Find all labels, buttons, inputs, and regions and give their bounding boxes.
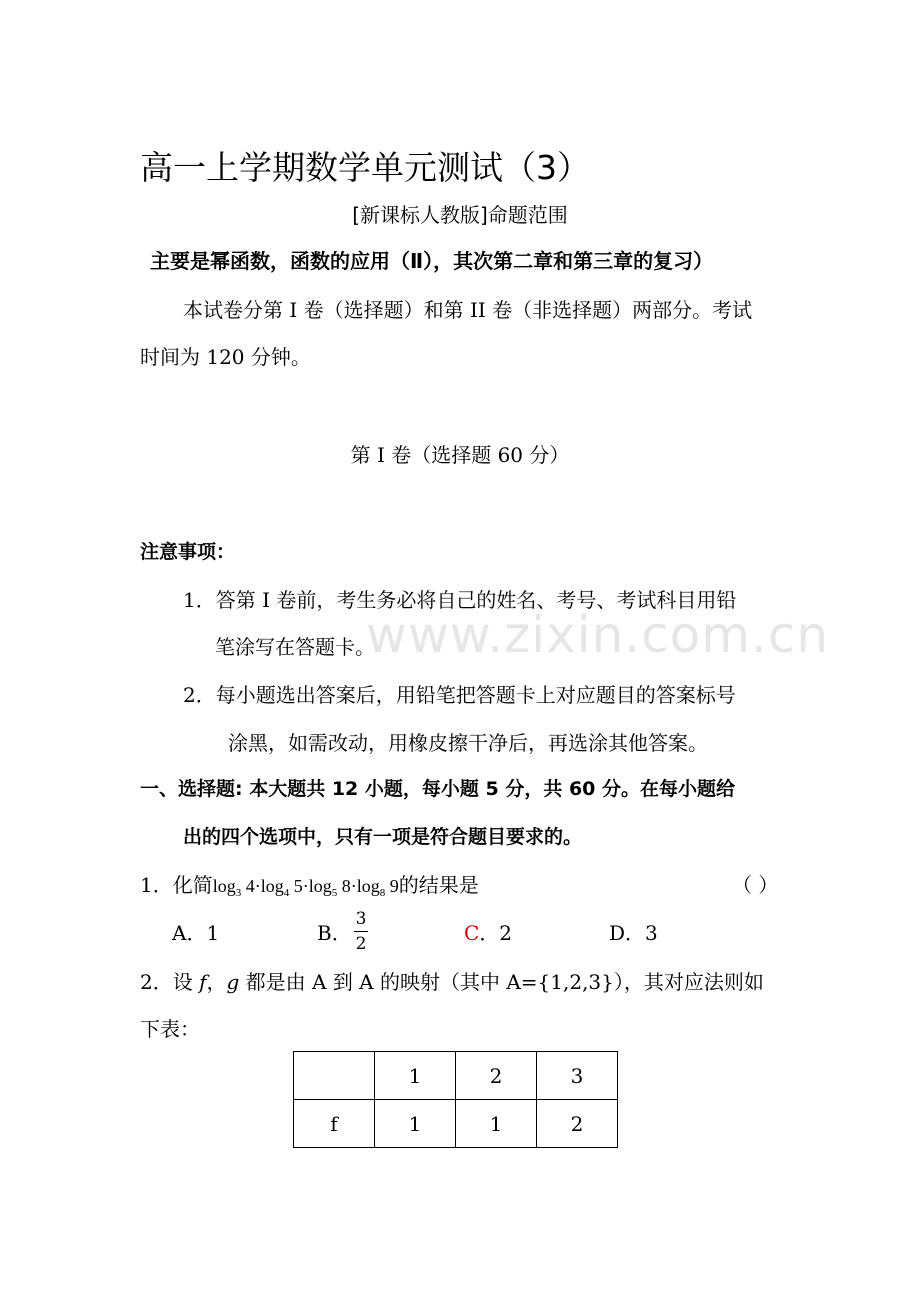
table-cell [294, 1052, 375, 1100]
table-cell: 3 [537, 1052, 618, 1100]
q1-prefix: 1．化简 [140, 873, 213, 897]
part1-line-2: 出的四个选项中，只有一项是符合题目要求的。 [183, 826, 583, 848]
table-cell: 1 [375, 1100, 456, 1148]
intro-line-1: 本试卷分第 I 卷（选择题）和第 II 卷（非选择题）两部分。考试 [183, 298, 753, 322]
question-2-line-2: 下表： [140, 1017, 200, 1041]
table-cell: 1 [456, 1100, 537, 1148]
q1-expression: $\log_3 4\cdot\log_4$ $5\cdot\log_5$ $8\cdot\log_8$ 9 [212, 876, 399, 899]
document-subtitle: [新课标人教版]命题范围 [352, 203, 568, 227]
table-cell: 1 [375, 1052, 456, 1100]
question-2-line-1: 2．设 f，g 都是由 A 到 A 的映射（其中 A={1,2,3}），其对应法则如 [140, 970, 764, 994]
var-f: f [199, 970, 207, 994]
answer-blank: （ ） [732, 873, 779, 897]
section-title: 第 I 卷（选择题 60 分） [350, 443, 570, 467]
watermark: www.zixin.com.cn [366, 606, 830, 664]
table-header-row [294, 1052, 618, 1100]
q1-suffix: 的结果是 [398, 873, 479, 897]
option-c-letter: C [464, 921, 480, 945]
option-b-fraction [354, 909, 368, 954]
fraction-numerator: 3 [355, 909, 367, 929]
fraction-bar [354, 931, 368, 932]
table-cell: f [294, 1100, 375, 1148]
table-cell: 2 [537, 1100, 618, 1148]
intro-line-2: 时间为 120 分钟。 [140, 345, 311, 369]
note-1-line-1: 1．答第 I 卷前，考生务必将自己的姓名、考号、考试科目用铅 [183, 588, 737, 612]
notes-heading: 注意事项： [140, 541, 236, 563]
document-title: 高一上学期数学单元测试（3） [140, 148, 590, 187]
option-c [464, 917, 512, 946]
part1-line-1: 一、选择题: 本大题共 12 小题，每小题 5 分，共 60 分。在每小题给 [140, 778, 736, 800]
option-a: A．1 [172, 921, 220, 945]
note-1-line-2: 笔涂写在答题卡。 [215, 635, 375, 659]
question-1 [140, 869, 479, 898]
option-b-label: B． [317, 921, 352, 945]
note-2-line-1: 2．每小题选出答案后，用铅笔把答题卡上对应题目的答案标号 [183, 683, 736, 707]
mapping-table [293, 1051, 618, 1148]
option-c-value: ．2 [479, 921, 513, 945]
option-d: D．3 [609, 921, 658, 945]
scope-line: 主要是幂函数，函数的应用（Ⅱ），其次第二章和第三章的复习） [150, 249, 714, 273]
var-g: g [226, 970, 240, 994]
note-2-line-2: 涂黑，如需改动，用橡皮擦干净后，再选涂其他答案。 [228, 731, 708, 755]
table-cell: 2 [456, 1052, 537, 1100]
table-row [294, 1100, 618, 1148]
fraction-denominator: 2 [355, 934, 367, 954]
